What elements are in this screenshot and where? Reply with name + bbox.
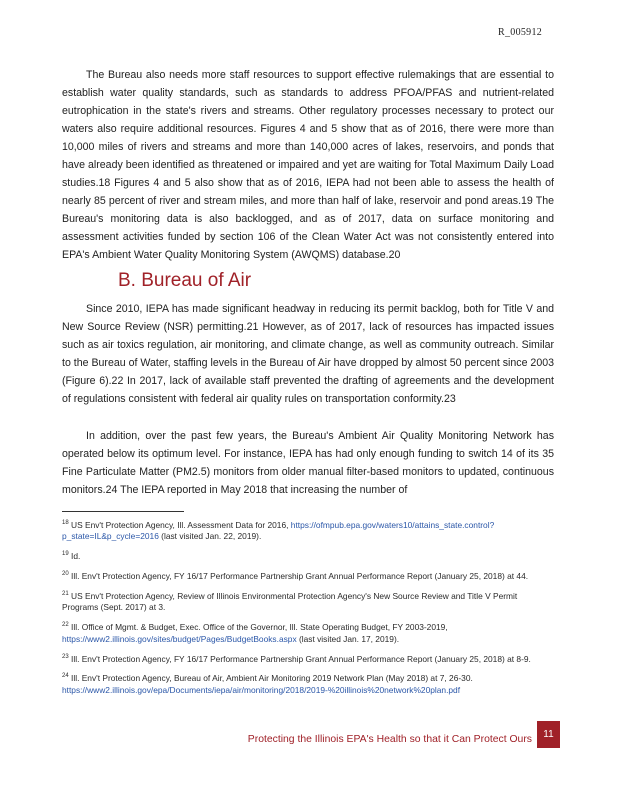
page-number: 11 xyxy=(537,721,560,748)
bates-number: R_005912 xyxy=(498,27,543,38)
footnote-link[interactable]: https://ofmpub.epa.gov/waters10/attains_state.control?p_state=IL&p_cycle=2016 xyxy=(62,519,495,542)
paragraph-air-monitoring: In addition, over the past few years, the Bureau's Ambient Air Quality Monitoring Network has operated below its optimum level. For instance, IEPA has had only enough funding to switch 14 of its 35 Fine Particulate Matter (PM2.5) monitors from older manual filter-based monitors to updated, continuous monitors.24 The IEPA reported in May 2018 that increasing the number of xyxy=(62,430,554,496)
footnotes xyxy=(62,518,554,703)
footnote-21: $^{21}$ US Env't Protection Agency, Review of Illinois Environmental Protection Agency's New Source Review and Title V Permit Programs (Sept. 2017) at 3. xyxy=(62,590,518,613)
footnote-link[interactable]: https://www2.illinois.gov/epa/Documents/iepa/air/monitoring/2018/2019-%20illinois%20network%20plan.pdf xyxy=(62,684,461,695)
footnote-separator xyxy=(62,511,184,512)
footnote-22: $^{22}$ Ill. Office of Mgmt. & Budget, Exec. Office of the Governor, Ill. State Operating Budget, FY 2003-2019, https://www2.illinois.gov/sites/budget/Pages/BudgetBooks.aspx (last visited Jan. 17, 2019). xyxy=(62,622,448,644)
section-heading-bureau-of-air: B. Bureau of Air xyxy=(118,270,252,291)
footnote-link[interactable]: https://www2.illinois.gov/sites/budget/Pages/BudgetBooks.aspx xyxy=(62,633,297,644)
footer-title: Protecting the Illinois EPA's Health so that it Can Protect Ours xyxy=(247,734,532,745)
footnote-19: $^{19}$ Id. xyxy=(62,551,81,562)
footnote-20: $^{20}$ Ill. Env't Protection Agency, FY 16/17 Performance Partnership Grant Annual Performance Report (January 25, 2018) at 44. xyxy=(62,570,529,581)
paragraph-air-backlog: Since 2010, IEPA has made significant headway in reducing its permit backlog, both for Title V and New Source Review (NSR) permitting.21 However, as of 2017, lack of resources has impacted issues such as air toxics regulation, air monitoring, and climate change, as well as community outreach. Similar to the Bureau of Water, staffing levels in the Bureau of Air have dropped by almost 50 percent since 2003 (Figure 6).22 In 2017, lack of available staff prevented the drafting of agreements and the development of regulations consistent with federal air quality rules on transportation conformity.23 xyxy=(62,303,554,405)
footnote-24: $^{24}$ Ill. Env't Protection Agency, Bureau of Air, Ambient Air Monitoring 2019 Network Plan (May 2018) at 7, 26-30. https://www2.illinois.gov/epa/Documents/iepa/air/monitoring/2018/2019-%20illinois%20network%20plan.pdf xyxy=(62,673,473,695)
paragraph-water-resources: The Bureau also needs more staff resources to support effective rulemakings that are essential to establish water quality standards, such as standards to address PFOA/PFAS and nutrient-related eutrophication in the state's rivers and streams. Other regulatory processes necessary to protect our waters also require additional resources. Figures 4 and 5 show that as of 2016, there were more than 10,000 miles of rivers and streams and more than 140,000 acres of lakes, reservoirs, and ponds that have already been identified as threatened or impaired and yet are waiting for Total Maximum Daily Load studies.18 Figures 4 and 5 also show that as of 2016, IEPA had not been able to assess the health of nearly 85 percent of river and stream miles, and more than half of lake, reservoir and pond areas.19 The Bureau's monitoring data is also backlogged, and as of 2017, data on surface monitoring and assessment activities funded by section 106 of the Clean Water Act was not consistently entered into EPA's Ambient Water Quality Monitoring System (AWQMS) database.20 xyxy=(62,69,554,261)
footnote-18: $^{18}$ US Env't Protection Agency, Ill. Assessment Data for 2016, https://ofmpub.epa.gov/waters10/attains_state.control?p_state=IL&p_cycle=2016 (last visited Jan. 22, 2019). xyxy=(62,519,495,542)
footnote-23: $^{23}$ Ill. Env't Protection Agency, FY 16/17 Performance Partnership Grant Annual Performance Report (January 25, 2018) at 8-9. xyxy=(62,653,531,664)
